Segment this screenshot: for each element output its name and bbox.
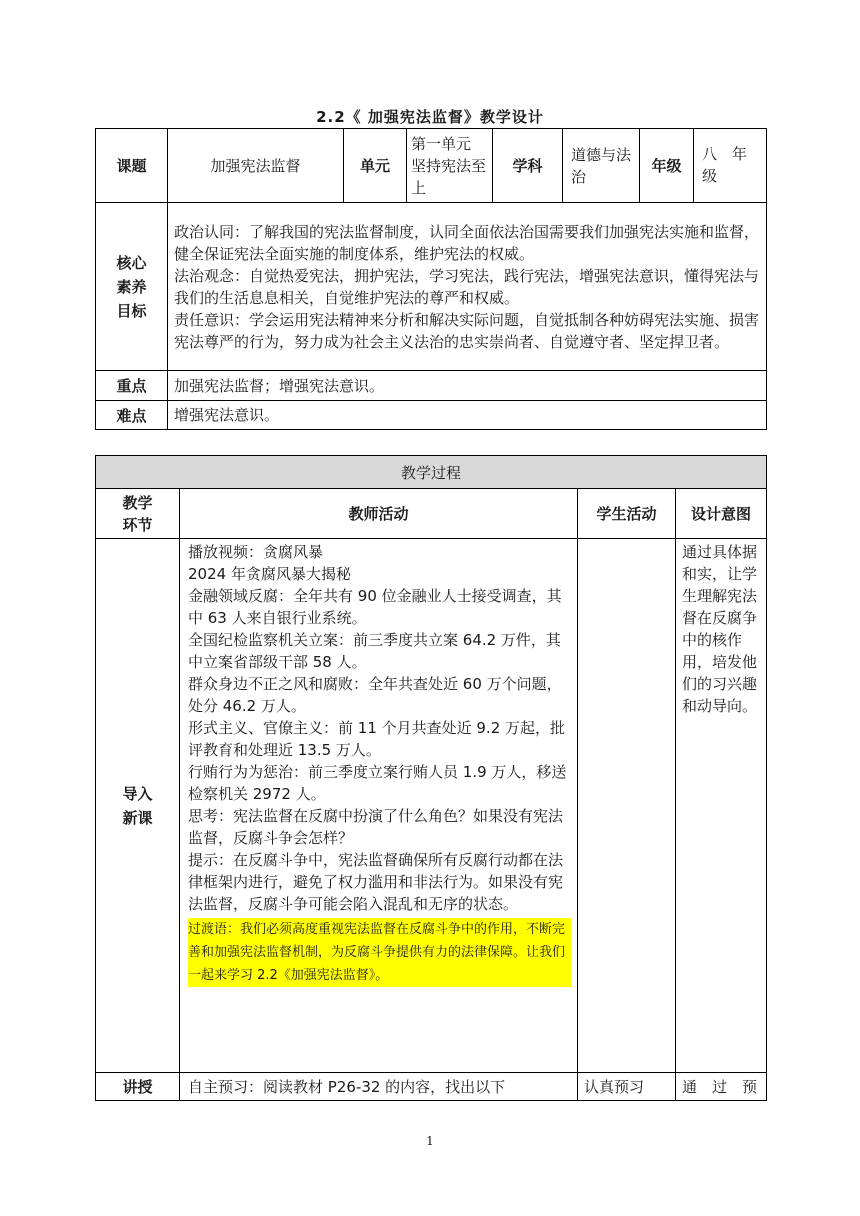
header-design: 设计意图 <box>676 489 767 539</box>
topic-label: 课题 <box>96 129 168 203</box>
lecture-student-activity: 认真预习 <box>578 1073 676 1101</box>
difficult-value: 增强宪法意识。 <box>168 401 767 430</box>
topic-value: 加强宪法监督 <box>168 129 344 203</box>
key-label: 重点 <box>96 371 168 401</box>
teacher-paragraph: 全国纪检监察机关立案：前三季度共立案 64.2 万件，其中立案省部级干部 58 人。 <box>188 631 561 671</box>
core-content <box>168 203 767 371</box>
core-paragraph: 政治认同：了解我国的宪法监督制度，认同全面依法治国需要我们加强宪法实施和监督，健全保证宪法全面实施的制度体系，维护宪法的权威。 <box>174 222 760 263</box>
transition-text: 过渡语：我们必须高度重视宪法监督在反腐斗争中的作用，不断完善和加强宪法监督机制，为反腐斗争提供有力的法律保障。让我们一起来学习 2.2《加强宪法监督》。 <box>188 918 571 987</box>
core-paragraph: 责任意识：学会运用宪法精神来分析和解决实际问题，自觉抵制各种妨碍宪法实施、损害宪法尊严的行为，努力成为社会主义法治的忠实崇尚者、自觉遵守者、坚定捍卫者。 <box>174 310 760 351</box>
info-row-key <box>96 371 767 401</box>
grade-label: 年级 <box>640 129 694 203</box>
core-paragraph: 法治观念：自觉热爱宪法，拥护宪法，学习宪法，践行宪法，增强宪法意识，懂得宪法与我们的生活息息相关，自觉维护宪法的尊严和权威。 <box>174 266 760 307</box>
process-table <box>95 455 767 1101</box>
grade-value: 八 年级 <box>694 129 767 203</box>
lecture-design-intent: 通 过 预 <box>676 1073 767 1101</box>
process-header-row <box>96 489 767 539</box>
info-row-difficult <box>96 401 767 430</box>
intro-teacher-activity <box>180 539 578 1073</box>
process-title-row <box>96 456 767 489</box>
core-label: 核心素养目标 <box>96 203 168 371</box>
intro-stage: 导入新课 <box>96 539 180 1073</box>
key-value: 加强宪法监督；增强宪法意识。 <box>168 371 767 401</box>
intro-student-activity <box>578 539 676 1073</box>
teacher-paragraph: 播放视频：贪腐风暴 <box>188 543 324 561</box>
intro-row <box>96 539 767 1073</box>
lecture-teacher-activity: 自主预习：阅读教材 P26-32 的内容，找出以下 <box>180 1073 578 1101</box>
info-table <box>95 128 767 430</box>
teacher-paragraph: 提示：在反腐斗争中，宪法监督确保所有反腐行动都在法律框架内进行，避免了权力滥用和非法行为。如果没有宪法监督，反腐斗争可能会陷入混乱和无序的状态。 <box>188 851 564 913</box>
unit-label: 单元 <box>344 129 407 203</box>
difficult-label: 难点 <box>96 401 168 430</box>
lecture-row <box>96 1073 767 1101</box>
info-row-core <box>96 203 767 371</box>
page-number: 1 <box>426 1134 434 1148</box>
intro-design-intent: 通过具体据和实，让学生理解宪法督在反腐争中的核作用，培发他们的习兴趣和动导向。 <box>676 539 767 1073</box>
info-row-basic <box>96 129 767 203</box>
teacher-paragraph: 思考：宪法监督在反腐中扮演了什么角色？如果没有宪法监督，反腐斗争会怎样？ <box>188 807 564 847</box>
header-stage: 教学环节 <box>96 489 180 539</box>
teacher-paragraph: 金融领域反腐：全年共有 90 位金融业人士接受调查，其中 63 人来自银行业系统。 <box>188 587 562 627</box>
teacher-paragraph: 群众身边不正之风和腐败：全年共查处近 60 万个问题，处分 46.2 万人。 <box>188 675 562 715</box>
teacher-paragraph: 行贿行为为惩治：前三季度立案行贿人员 1.9 万人，移送检察机关 2972 人。 <box>188 763 567 803</box>
lecture-stage: 讲授 <box>96 1073 180 1101</box>
process-title: 教学过程 <box>96 456 767 489</box>
teacher-paragraph: 2024 年贪腐风暴大揭秘 <box>188 565 351 583</box>
teacher-paragraph: 形式主义、官僚主义：前 11 个月共查处近 9.2 万起，批评教育和处理近 13.5 万人。 <box>188 719 566 759</box>
document-title: 2.2《 加强宪法监督》教学设计 <box>316 108 544 126</box>
subject-label: 学科 <box>493 129 563 203</box>
header-teacher: 教师活动 <box>180 489 578 539</box>
subject-value: 道德与法治 <box>563 129 640 203</box>
header-student: 学生活动 <box>578 489 676 539</box>
unit-value: 第一单元 坚持宪法至上 <box>407 129 493 203</box>
